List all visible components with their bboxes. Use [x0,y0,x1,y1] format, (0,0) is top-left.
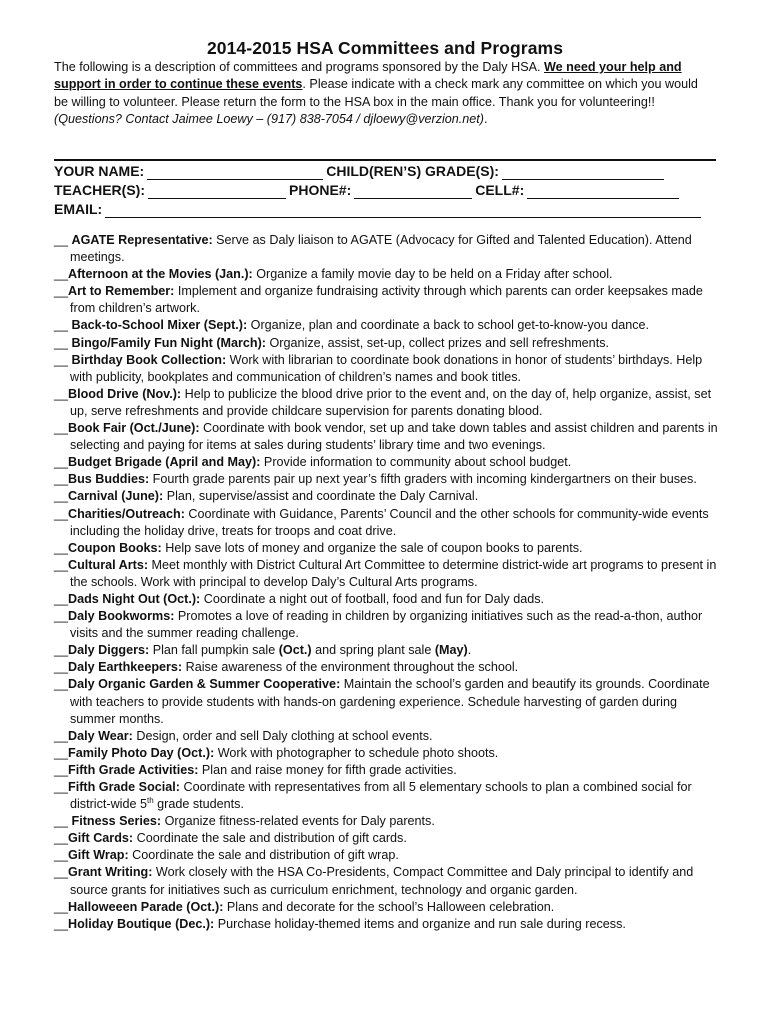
committee-date: (Oct.) [278,643,312,658]
committee-item [54,813,718,830]
committee-list [54,232,718,933]
committee-name: Art to Remember: [68,284,175,299]
committee-item [54,830,718,847]
checkbox-blank[interactable]: __ [54,352,72,367]
checkbox-blank[interactable]: __ [54,489,69,504]
grade-field[interactable] [502,165,664,180]
committee-name: AGATE Representative: [71,233,213,247]
contact-info: (Questions? Contact Jaimee Loewy – (917) 838-7054 / djloewy@verzion.net) [54,112,485,127]
committee-name: Charities/Outreach: [68,506,185,521]
checkbox-blank[interactable]: __ [54,284,69,299]
committee-description: and spring plant sale [311,643,435,658]
checkbox-blank[interactable]: __ [54,267,69,282]
checkbox-blank[interactable]: __ [54,899,69,914]
committee-description: Coordinate with Guidance, Parents’ Council and the other schools for community-wide events including the holiday drive, treats for troops and coat drive. [70,506,709,538]
committee-description: Plans and decorate for the school’s Halloween celebration. [223,899,555,914]
committee-item [54,420,718,454]
checkbox-blank[interactable]: __ [54,762,69,777]
page-title: 2014-2015 HSA Committees and Programs [206,38,564,58]
grade-label: CHILD(REN’S) GRADE(S): [326,163,499,179]
intro-paragraph [54,59,704,129]
committee-item [54,540,718,557]
committee-name: Afternoon at the Movies (Jan.): [68,267,253,282]
committee-description: Coordinate the sale and distribution of gift cards. [133,831,407,846]
committee-description: Work closely with the HSA Co-Presidents, Compact Committee and Daly principal to identify and source grants for initiatives such as curriculum enrichment, technology and organic garden. [70,865,694,897]
committee-item [54,591,718,608]
committee-item [54,847,718,864]
committee-name: Family Photo Day (Oct.): [68,745,215,760]
committee-item [54,676,718,727]
checkbox-blank[interactable]: __ [54,421,69,436]
committee-item [54,266,718,283]
cell-field[interactable] [527,184,679,199]
committee-description: Organize, assist, set-up, collect prizes and sell refreshments. [266,335,609,350]
committee-name: Book Fair (Oct./June): [68,421,200,436]
committee-name: Daly Earthkeepers: [68,660,183,675]
checkbox-blank[interactable]: __ [54,609,69,624]
committee-description: Organize fitness-related events for Daly parents. [161,814,435,829]
committee-description: Purchase holiday-themed items and organize and run sale during recess. [214,916,626,931]
committee-item [54,557,718,591]
checkbox-blank[interactable]: __ [54,472,69,487]
committee-description: Help save lots of money and organize the sale of coupon books to parents. [161,540,583,555]
teacher-label: TEACHER(S): [54,182,145,198]
checkbox-blank[interactable]: __ [54,506,69,521]
committee-name: Daly Wear: [68,728,133,743]
intro-text-1: The following is a description of committees and programs sponsored by the Daly HSA. [54,60,544,74]
committee-name: Back-to-School Mixer (Sept.): [71,318,248,333]
committee-description: Raise awareness of the environment throughout the school. [182,660,519,675]
committee-name: Cultural Arts: [68,557,149,572]
committee-name: Birthday Book Collection: [71,352,227,367]
committee-item [54,779,718,813]
checkbox-blank[interactable]: __ [54,865,69,880]
committee-description: Maintain the school’s garden and beautify its grounds. Coordinate with teachers to provide students with hands-on gardening experience. Schedule harvesting of garden during summer months. [70,677,710,726]
committee-name: Daly Organic Garden & Summer Cooperative: [68,677,341,692]
committee-description: Plan and raise money for fifth grade activities. [198,762,457,777]
checkbox-blank[interactable]: __ [54,848,69,863]
committee-description: Coordinate with representatives from all 5 elementary schools to plan a combined social for district-wide 5 [70,780,692,812]
committee-description: Plan, supervise/assist and coordinate the Daly Carnival. [163,489,479,504]
committee-description: Organize a family movie day to be held on a Friday after school. [252,267,613,282]
committee-name: Coupon Books: [68,540,162,555]
checkbox-blank[interactable]: __ [54,643,69,658]
committee-description: Coordinate with book vendor, set up and take down tables and assist children and parents in selecting and paying for items at sales during students’ library time and two evenings. [70,421,718,453]
checkbox-blank[interactable]: __ [54,728,69,743]
committee-description: Plan fall pumpkin sale [149,643,279,658]
checkbox-blank[interactable]: __ [54,233,72,247]
superscript: th [146,795,154,805]
checkbox-blank[interactable]: __ [54,677,69,692]
checkbox-blank[interactable]: __ [54,745,69,760]
committee-name: Carnival (June): [68,489,164,504]
committee-name: Daly Bookworms: [68,609,175,624]
email-field[interactable] [105,203,701,218]
committee-item [54,762,718,779]
checkbox-blank[interactable]: __ [54,540,69,555]
committee-name: Fifth Grade Social: [68,780,180,794]
intro-emphasis: We need your help and support in order to continue these events [54,60,682,92]
committee-name: Gift Wrap: [68,848,129,863]
committee-description: Serve as Daly liaison to AGATE (Advocacy for Gifted and Talented Education). Attend meetings. [70,233,692,265]
committee-item [54,608,718,642]
cell-label: CELL#: [475,182,525,198]
email-label: EMAIL: [54,201,103,217]
committee-item [54,659,718,676]
checkbox-blank[interactable]: __ [54,455,69,470]
phone-label: PHONE#: [289,182,352,198]
checkbox-blank[interactable]: __ [54,557,69,572]
committee-description: Design, order and sell Daly clothing at school events. [132,728,433,743]
teacher-field[interactable] [148,184,286,199]
committee-name: Holiday Boutique (Dec.): [68,916,215,931]
volunteer-info-fields [54,162,716,219]
divider [54,159,716,161]
intro-text-3: . [484,112,488,127]
committee-item [54,283,718,317]
committee-item [54,232,718,266]
checkbox-blank[interactable]: __ [54,318,72,333]
committee-item [54,728,718,745]
committee-description: Promotes a love of reading in children by organizing initiatives such as the read-a-thon, author visits and the summer reading challenge. [70,609,703,641]
committee-name: Bus Buddies: [68,472,150,487]
committee-item [54,899,718,916]
committee-description: Meet monthly with District Cultural Art Committee to determine district-wide art programs to present in the schools. Work with principal to develop Daly’s Cultural Arts programs. [70,557,717,589]
committee-description: Organize, plan and coordinate a back to school get-to-know-you dance. [247,318,650,333]
committee-name: Gift Cards: [68,831,134,846]
checkbox-blank[interactable]: __ [54,660,69,675]
committee-description: Coordinate the sale and distribution of gift wrap. [128,848,399,863]
committee-description: Provide information to community about school budget. [260,455,572,470]
committee-name: Daly Diggers: [68,643,150,658]
checkbox-blank[interactable]: __ [54,386,69,401]
committee-item [54,352,718,386]
committee-name: Dads Night Out (Oct.): [68,591,201,606]
committee-item [54,454,718,471]
committee-description: Work with librarian to coordinate book donations in honor of students’ birthdays. Help with publicity, bookplates and communication of children’s names and book titles. [70,352,703,384]
committee-description: Help to publicize the blood drive prior to the event and, on the day of, help organize, assist, set up, serve refreshments and provide childcare supervision for parents donating blood. [70,386,712,418]
committee-name: Fifth Grade Activities: [68,762,199,777]
committee-item [54,386,718,420]
committee-item [54,864,718,898]
checkbox-blank[interactable]: __ [54,814,72,829]
committee-name: Blood Drive (Nov.): [68,386,182,401]
checkbox-blank[interactable]: __ [54,780,69,794]
committee-item [54,488,718,505]
intro-text-2: . Please indicate with a check mark any committee on which you would be willing to volunteer. Please return the form to the HSA box in the main office. Thank you for volunteering!! [54,77,698,109]
committee-name: Bingo/Family Fun Night (March): [71,335,267,350]
committee-item [54,745,718,762]
committee-name: Budget Brigade (April and May): [68,455,261,470]
committee-item [54,916,718,933]
name-label: YOUR NAME: [54,163,145,179]
committee-description: Fourth grade parents pair up next year’s fifth graders with incoming kindergartners on their buses. [149,472,697,487]
committee-name: Halloweeen Parade (Oct.): [68,899,224,914]
committee-date: (May) [434,643,468,658]
phone-field[interactable] [354,184,472,199]
committee-description: Implement and organize fundraising activity through which parents can order keepsakes made from children’s artwork. [70,284,703,316]
committee-description: . [467,643,472,658]
checkbox-blank[interactable]: __ [54,916,69,931]
committee-description: Coordinate a night out of football, food and fun for Daly dads. [200,591,545,606]
checkbox-blank[interactable]: __ [54,831,69,846]
checkbox-blank[interactable]: __ [54,591,69,606]
committee-description: grade students. [153,797,244,812]
committee-description: Work with photographer to schedule photo shoots. [214,745,499,760]
committee-name: Fitness Series: [71,814,162,829]
committee-item [54,506,718,540]
name-field[interactable] [147,165,323,180]
committee-item [54,317,718,334]
committee-name: Grant Writing: [68,865,153,880]
committee-item [54,642,718,659]
committee-item [54,335,718,352]
checkbox-blank[interactable]: __ [54,335,72,350]
committee-item [54,471,718,488]
